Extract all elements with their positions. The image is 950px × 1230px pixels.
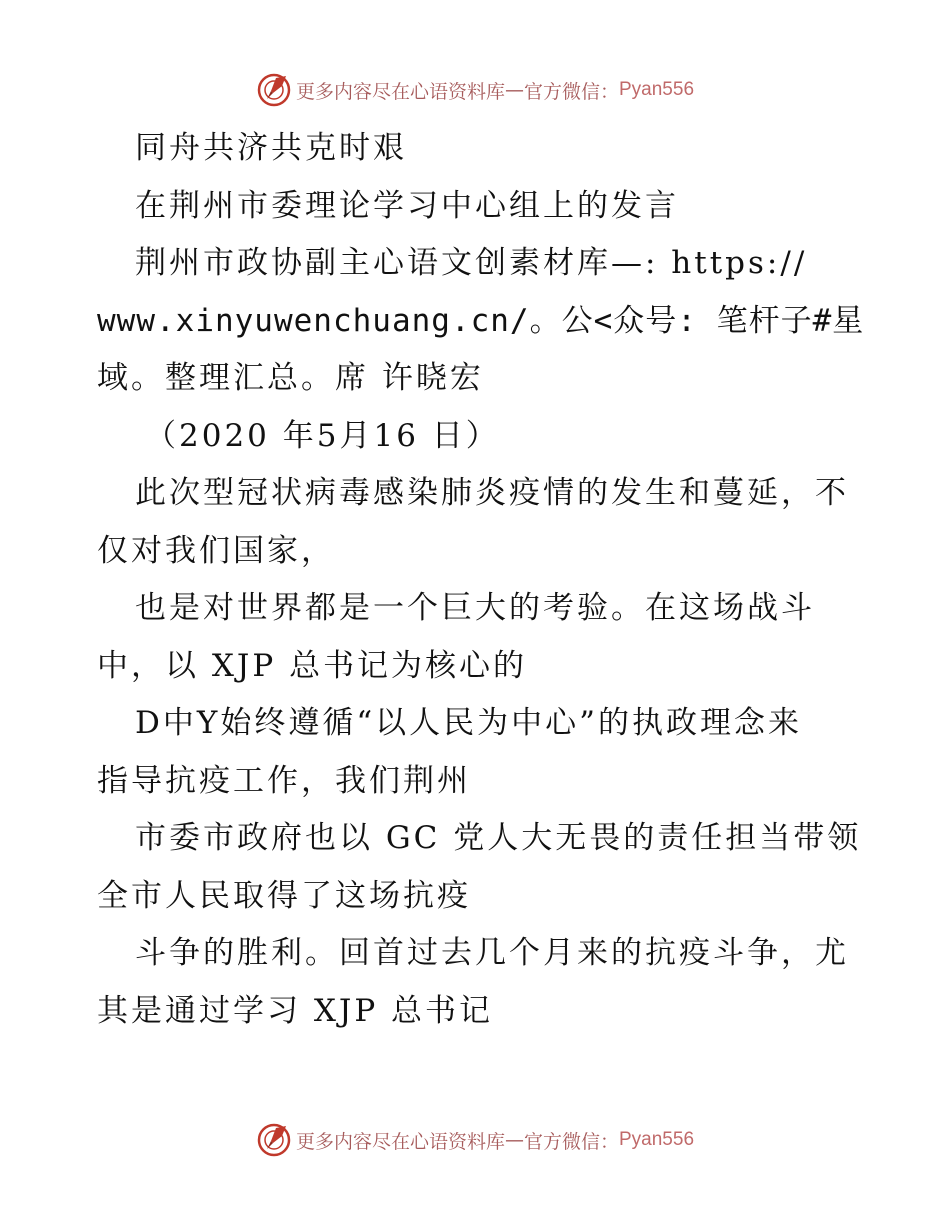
doc-author-line-end: 域。整理汇总。席 许晓宏 xyxy=(97,360,484,396)
banner-dash: — xyxy=(504,1129,524,1151)
pen-nib-logo-icon xyxy=(256,72,292,108)
doc-paragraph-line: 也是对世界都是一个巨大的考验。在这场战斗 xyxy=(135,590,815,626)
doc-paragraph-line: 指导抗疫工作，我们荆州 xyxy=(97,762,471,799)
doc-paragraph-line: 中，以 XJP 总书记为核心的 xyxy=(97,647,528,684)
doc-author-line: 荆州市政协副主心语文创素材库—: https:// xyxy=(135,245,808,281)
banner-wechat-label: 官方微信： xyxy=(523,80,619,103)
banner-dash: — xyxy=(504,79,524,101)
doc-paragraph-line: 仅对我们国家， xyxy=(97,532,335,569)
banner-brand-text: 更多内容尽在心语资料库 xyxy=(295,1130,505,1153)
doc-paragraph-line: 市委市政府也以 GC 党人大无畏的责任担当带领 xyxy=(135,820,862,856)
banner-brand-text: 更多内容尽在心语资料库 xyxy=(295,80,505,103)
doc-paragraph-line: 斗争的胜利。回首过去几个月来的抗疫斗争，尤 xyxy=(135,935,849,971)
doc-title: 同舟共济共克时艰 xyxy=(135,130,407,166)
header-banner xyxy=(0,70,950,110)
doc-paragraph-line: D中Y始终遵循“以人民为中心”的执政理念来 xyxy=(135,705,803,741)
doc-subtitle: 在荆州市委理论学习中心组上的发言 xyxy=(135,187,679,224)
doc-paragraph-line: 全市人民取得了这场抗疫 xyxy=(97,877,471,914)
banner-wechat-handle: Pyan556 xyxy=(619,79,695,100)
document-body xyxy=(97,120,865,1040)
banner-wechat-handle: Pyan556 xyxy=(619,1129,695,1150)
doc-paragraph-line: 此次型冠状病毒感染肺炎疫情的发生和蔓延，不 xyxy=(135,475,849,511)
doc-author-line-cont: www.xinyuwenchuang.cn/。公<众号: 笔杆子#星 xyxy=(97,302,865,339)
doc-paragraph-line: 其是通过学习 XJP 总书记 xyxy=(97,992,494,1029)
banner-wechat-label: 官方微信： xyxy=(523,1130,619,1153)
doc-date: （2020 年5月16 日） xyxy=(145,417,500,454)
pen-nib-logo-icon xyxy=(256,1122,292,1158)
footer-banner xyxy=(0,1120,950,1160)
